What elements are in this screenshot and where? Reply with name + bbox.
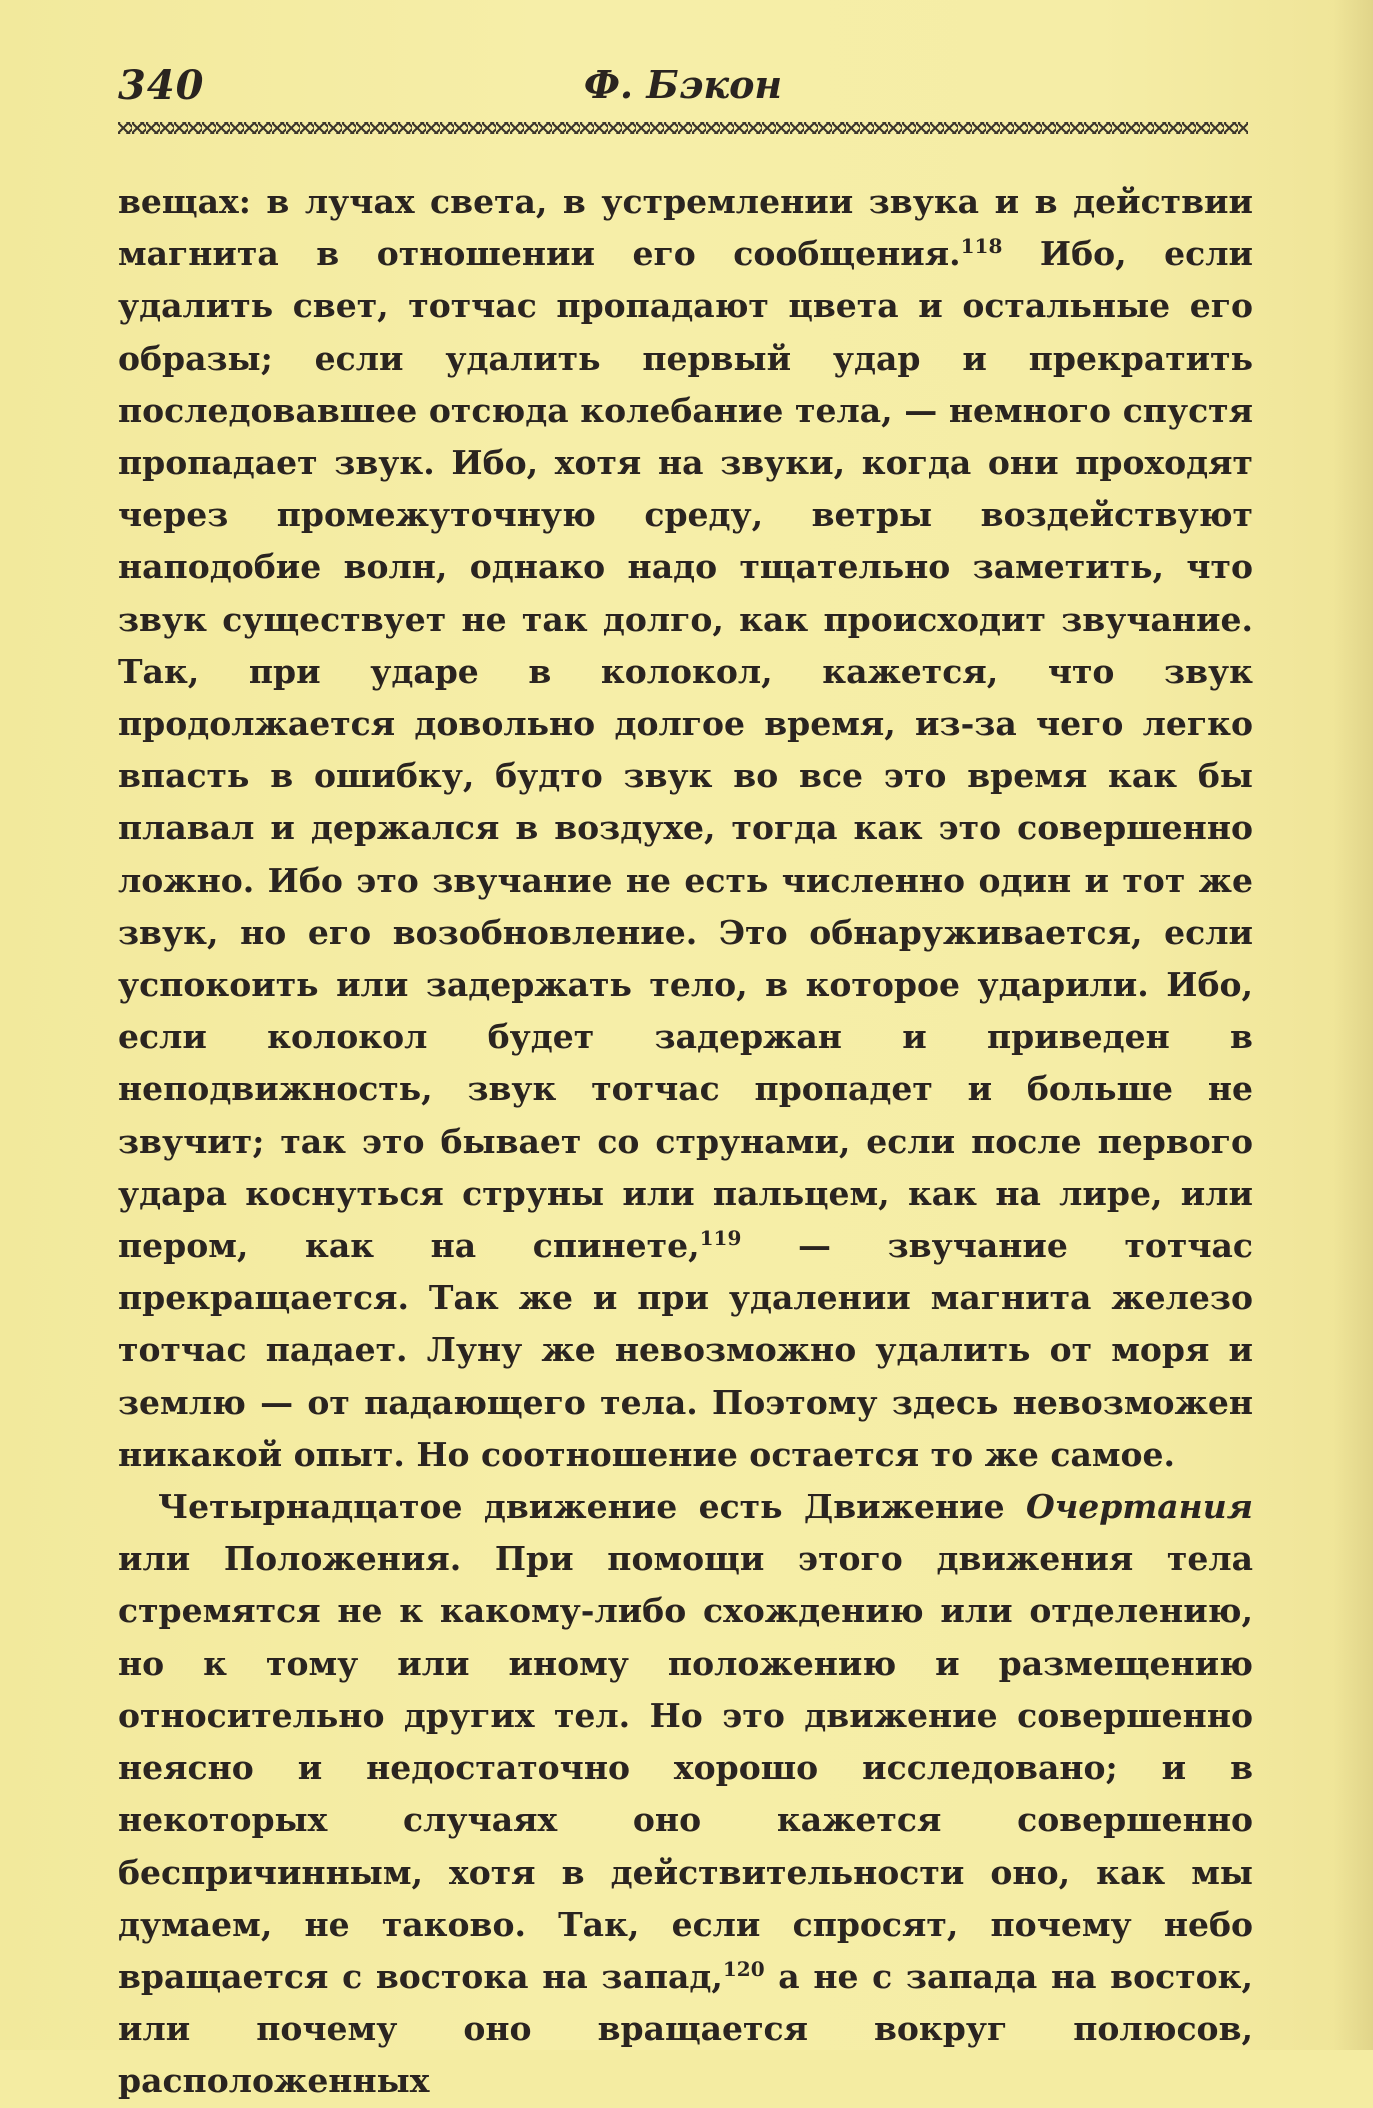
paragraph-2-text-a: Четырнадцатое движение есть Движение [158,1487,1026,1527]
page-number: 340 [118,62,205,109]
page-header [118,62,1248,112]
paragraph-2 [118,1481,1253,2107]
footnote-ref-119: 119 [699,1226,742,1251]
paragraph-1 [118,176,1253,1481]
running-head: Ф. Бэкон [583,62,783,107]
paragraph-1-text-a: вещах: в лучах света, в устремлении звука и в действии магнита в отношении его сообщения. [118,182,1253,274]
footnote-ref-120: 120 [722,1956,765,1981]
paragraph-1-text-b: Ибо, если удалить свет, тотчас пропадают цвета и остальные его образы; если удалить первый удар и прекратить последовавшее отсюда колебание тела, — немного спустя пропадает звук. Ибо, хотя на звуки, когда они проходят через промежуточную среду, ветры воздействуют наподобие волн, однако надо тщательно заметить, что звук существует не так долго, как происходит звучание. Так, при ударе в колокол, кажется, что звук продолжается довольно долгое время, из-за чего легко впасть в ошибку, будто звук во все это время как бы плавал и держался в воздухе, тогда как это совершенно ложно. Ибо это звучание не есть численно один и тот же звук, но его возобновление. Это обнаруживается, если успокоить или задержать тело, в которое ударили. Ибо, если колокол будет задержан и приведен в неподвижность, звук тотчас пропадет и больше не звучит; так это бывает со струнами, если после первого удара коснуться струны или пальцем, как на лире, или пером, как на спинете, [118,234,1254,1266]
ornamental-rule [118,122,1248,134]
paragraph-2-italic-term: Очертания [1025,1487,1253,1527]
paragraph-2-text-c: а не с запада на восток, или почему оно вращается вокруг полюсов, расположенных [118,1956,1253,2101]
paragraph-1-text-c: — звучание тотчас прекращается. Так же и при удалении магнита железо тотчас падает. Луну же невозможно удалить от моря и землю — от падающего тела. Поэтому здесь невозможен никакой опыт. Но соотношение остается то же самое. [118,1226,1253,1474]
paragraph-2-text-b: или Положения. При помощи этого движения тела стремятся не к какому-либо схождению или отделению, но к тому или иному положению и размещению относительно других тел. Но это движение совершенно неясно и недостаточно хорошо исследовано; и в некоторых случаях оно кажется совершенно беспричинным, хотя в действительности оно, как мы думаем, не таково. Так, если спросят, почему небо вращается с востока на запад, [118,1539,1253,1996]
footnote-ref-118: 118 [960,234,1003,259]
page-edge-shadow [1333,0,1373,2050]
body-text [118,176,1253,2108]
